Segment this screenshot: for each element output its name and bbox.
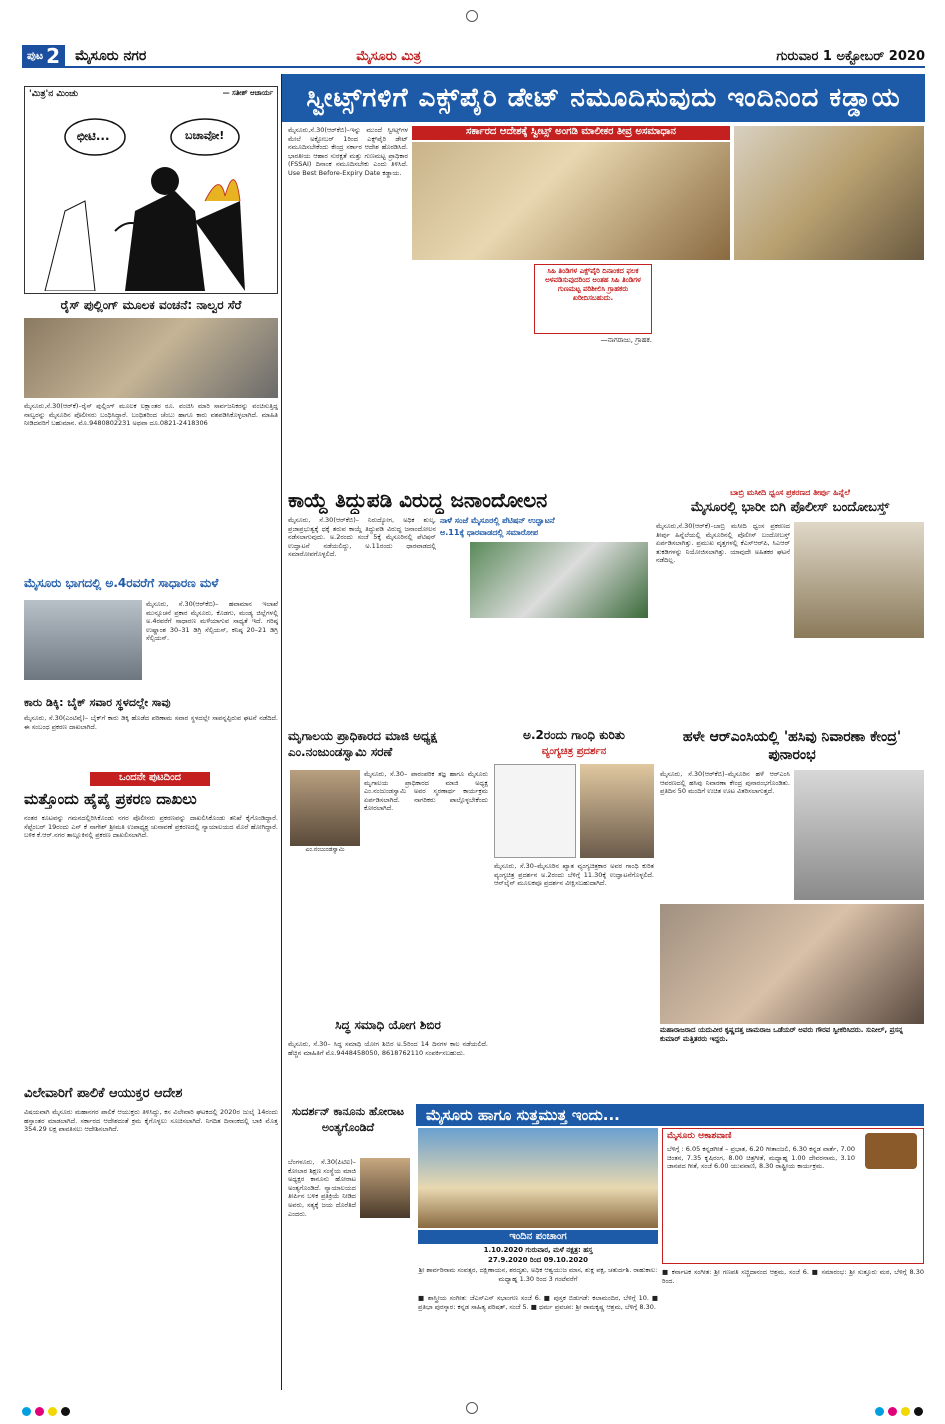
cartoon-artist: — ಸತೀಶ್ ಆಚಾರ್ಯ xyxy=(222,89,273,97)
sudarshan-photo xyxy=(360,1158,410,1218)
cartoon-drawing xyxy=(25,101,277,291)
cartoon-bubble-right: ಬಚಾವೋ! xyxy=(185,129,225,142)
page-number: 2 xyxy=(46,44,61,68)
masthead xyxy=(22,46,925,68)
around-headline: ಮೈಸೂರು ಹಾಗೂ ಸುತ್ತಮುತ್ತ ಇಂದು... xyxy=(416,1104,924,1126)
lead-quote-by: —ನಾಗರಾಜು, ಗ್ರಾಹಕ. xyxy=(600,336,652,344)
stir-photo xyxy=(470,542,648,618)
car-headline: ಕಾರು ಡಿಕ್ಕಿ: ಬೈಕ್ ಸವಾರ ಸ್ಥಳದಲ್ಲೇ ಸಾವು xyxy=(24,696,171,709)
cartoon-title: 'ಮಿತ್ರ'ನ ಮಿಂಚು xyxy=(29,89,79,99)
hunger-headline: ಹಳೇ ಆರ್‌ಎಂಸಿಯಲ್ಲಿ 'ಹಸಿವು ನಿವಾರಣಾ ಕೇಂದ್ರ' ಪುನಾರಂಭ xyxy=(682,729,902,763)
palace-photo xyxy=(418,1128,658,1228)
continued-headline-2: ವಿಲೇವಾರಿಗೆ ಪಾಲಿಕೆ ಆಯುಕ್ತರ ಆದೇಶ xyxy=(24,1086,183,1101)
lead-quote: ಸಿಹಿ ತಿಂಡಿಗಳ ಎಕ್ಸ್‌ಪೈರಿ ದಿನಾಂಕದ ಫಲಕ ಅಳವಡಿಸುವುದರಿಂದ ಅಂತಹ ಸಿಹಿ ತಿಂಡಿಗಳ ಗುಣಮಟ್ಟ ಪರಿಶೀಲಿಸಿ ಗ್ರಾಹಕರು ಖರೀದಿಸಬಹುದು. xyxy=(534,264,652,334)
radio-box xyxy=(662,1128,924,1264)
panchang-body: ಶ್ರೀ ಶಾರ್ವರಿನಾಮ ಸಂವತ್ಸರ, ದಕ್ಷಿಣಾಯನ, ಶರದೃತು, ಅಧಿಕ ಆಶ್ವಯುಜ ಮಾಸ, ಶುಕ್ಲ ಪಕ್ಷ, ಚತುರ್ದಶಿ. ರಾಹುಕಾಲ: ಮಧ್ಯಾಹ್ನ 1.30 ರಿಂದ 3 ಗಂಟೆವರೆಗೆ xyxy=(418,1266,658,1283)
gandhi-body: ಮೈಸೂರು, ಸೆ.30–ಮೈಸೂರಿನ ಖ್ಯಾತ ವ್ಯಂಗ್ಯಚಿತ್ರಕಾರ ಅವರ ಗಾಂಧಿ ಕುರಿತ ವ್ಯಂಗ್ಯಚಿತ್ರ ಪ್ರದರ್ಶನ ಅ.2ರಂದು ಬೆಳಿಗ್ಗೆ 11.30ಕ್ಕೆ ಉದ್ಘಾಟನೆಗೊಳ್ಳಲಿದೆ. ಆನ್‌ಲೈನ್ ಮೂಲಕವೂ ಪ್ರದರ್ಶನ ವೀಕ್ಷಿಸಬಹುದಾಗಿದೆ. xyxy=(494,862,654,888)
paper-name: ಮೈಸೂರು ಮಿತ್ರ xyxy=(356,48,422,64)
police-kicker: ಬಾಬ್ರಿ ಮಸೀದಿ ಧ್ವಂಸ ಪ್ರಕರಣದ ತೀರ್ಪು ಹಿನ್ನೆಲೆ xyxy=(730,488,850,497)
gandhi-sketch xyxy=(494,764,576,858)
race-photo xyxy=(24,318,278,398)
sweets-shop-photo-1 xyxy=(412,142,730,260)
radio-body: ಬೆಳಿಗ್ಗೆ : 6.05 ಕನ್ನಡಗೀತೆ – ಪ್ರಭಾತ, 6.20 ಗೀತಾಂಜಲಿ, 6.30 ಕನ್ನಡ ವಾರ್ತೆ, 7.00 ಚಿಂತನ, 7.35 ಕೃಷಿರಂಗ, 8.00 ಚಿತ್ರಗೀತೆ, ಮಧ್ಯಾಹ್ನ 1.00 ದೇವರನಾಮ, 3.10 ಜಾನಪದ ಗೀತೆ, ಸಂಜೆ 6.00 ಯುವವಾಣಿ, 8.30 ರಾಷ್ಟ್ರೀಯ ಕಾರ್ಯಕ್ರಮ. xyxy=(667,1145,855,1171)
rain-photo xyxy=(24,600,142,680)
hunger-caption: ಮಹಾರಾಜರಾದ ಯದುವೀರ ಕೃಷ್ಣದತ್ತ ಚಾಮರಾಜ ಒಡೆಯರ್ ಅವರು ಗೌರವ ಸ್ವೀಕರಿಸಿದರು. ಸುನೀಲ್, ಪ್ರಸನ್ನ ಕುಮಾರ್ ಮತ್ತಿತರರು ಇದ್ದರು. xyxy=(660,1026,903,1043)
registration-mark-bottom xyxy=(466,1402,478,1414)
registration-mark-top xyxy=(466,10,478,22)
museum-caption: ಎಂ.ನಂಜುಂಡಸ್ವಾಮಿ xyxy=(305,846,345,853)
stir-body: ಮೈಸೂರು, ಸೆ.30(ಆರ್‌ಕೆಬಿ)– ನಿರುದ್ಯೋಗ, ಅಧಿಕ ಶುಲ್ಕ, ಪ್ರಜಾಪ್ರಭುತ್ವಕ್ಕೆ ಧಕ್ಕೆ ತರುವ ಕಾಯ್ದೆ ತಿದ್ದುಪಡಿ ವಿರುದ್ಧ ಜನಾಂದೋಲನ ನಡೆಸಲಾಗುವುದು. ಅ.2ರಂದು ಸಂಜೆ 5ಕ್ಕೆ ಮೈಸೂರಿನಲ್ಲಿ ಪೆಟಿಷನ್ ಉದ್ಘಾಟನೆ ನಡೆಯಲಿದ್ದು, ಅ.11ರಂದು ಧಾರವಾಡದಲ್ಲಿ ಸಮಾರೋಪಗೊಳ್ಳಲಿದೆ. xyxy=(288,516,436,559)
yoga-headline: ಸಿದ್ಧ ಸಮಾಧಿ ಯೋಗ ಶಿಬಿರ xyxy=(335,1018,441,1032)
stir-headline: ಕಾಯ್ದೆ ತಿದ್ದುಪಡಿ ವಿರುದ್ಧ ಜನಾಂದೋಲನ xyxy=(288,488,548,512)
rain-headline: ಮೈಸೂರು ಭಾಗದಲ್ಲಿ ಅ.4ರವರೆಗೆ ಸಾಧಾರಣ ಮಳೆ xyxy=(24,576,219,590)
right-events: ■ ಕರ್ನಾಟಕ ಸಂಗೀತ: ಶ್ರೀ ಗಣಪತಿ ಸಚ್ಚಿದಾನಂದ ಆಶ್ರಮ, ಸಂಜೆ 6. ■ ಸಮಾರಂಭ: ಶ್ರೀ ಸುತ್ತೂರು ಮಠ, ಬೆಳಿಗ್ಗೆ 8.30 ರಿಂದ. xyxy=(662,1268,924,1285)
hunger-body: ಮೈಸೂರು, ಸೆ.30(ಆರ್‌ಕೆಬಿ)–ಮೈಸೂರಿನ ಹಳೆ ಆರ್‌ಎಂಸಿ ಆವರಣದಲ್ಲಿ ಹಸಿವು ನಿವಾರಣಾ ಕೇಂದ್ರ ಪುನಾರಂಭಗೊಂಡಿತು. ಪ್ರತಿದಿನ 50 ಮಂದಿಗೆ ಉಚಿತ ಊಟ ವಿತರಿಸಲಾಗುತ್ತದೆ. xyxy=(660,770,790,796)
gandhi-sub: ವ್ಯಂಗ್ಯಚಿತ್ರ ಪ್ರದರ್ಶನ xyxy=(541,746,607,757)
museum-photo xyxy=(290,770,360,846)
panchang-date: 1.10.2020 ಗುರುವಾರ, ಮಳೆ ನಕ್ಷತ್ರ: ಹಸ್ತ xyxy=(483,1246,593,1254)
felicitation-photo xyxy=(660,904,924,1024)
continued-body-2: ವಿಷಯವಾಗಿ ಮೈಸೂರು ಮಹಾನಗರ ಪಾಲಿಕೆ ಆಯುಕ್ತರು ತಿಳಿಸಿದ್ದು, ಕಸ ವಿಲೇವಾರಿ ಘಟಕದಲ್ಲಿ 2020ರ ಜುಲೈ 14ರಂದು ಹಸ್ತಾಂತರ ಮಾಡಲಾಗಿದೆ. ಸರ್ಕಾರದ ಆದೇಶದಂತೆ ಕ್ರಮ ಕೈಗೊಳ್ಳಲು ಸೂಚಿಸಲಾಗಿದೆ. ನಿಗದಿತ ದಿನಾಂಕದಲ್ಲಿ ಬಾಕಿ ಮೊತ್ತ 354.29 ಲಕ್ಷ ಪಾವತಿಸಲು ಆದೇಶಿಸಲಾಗಿದೆ. xyxy=(24,1108,278,1134)
cartoon-bubble-left: ಛೀಟಿ... xyxy=(77,129,110,143)
continued-tag: ಒಂದನೇ ಪುಟದಿಂದ xyxy=(90,772,210,786)
page-number-box xyxy=(22,45,65,67)
around-events: ■ ಶಾಸ್ತ್ರೀಯ ಸಂಗೀತ: ಜೆಎಸ್‌ಎಸ್ ಸಭಾಂಗಣ ಸಂಜೆ 6. ■ ಪುಸ್ತಕ ಬಿಡುಗಡೆ: ಕಲಾಮಂದಿರ, ಬೆಳಿಗ್ಗೆ 10. ■ ಪ್ರತಿಭಾ ಪುರಸ್ಕಾರ: ಕನ್ನಡ ಸಾಹಿತ್ಯ ಪರಿಷತ್, ಸಂಜೆ 5. ■ ಧರ್ಮ ಪ್ರವಚನ: ಶ್ರೀ ರಾಮಕೃಷ್ಣ ಆಶ್ರಮ, ಬೆಳಿಗ್ಗೆ 8.30. xyxy=(418,1294,658,1311)
museum-headline: ಮೃಗಾಲಯ ಪ್ರಾಧಿಕಾರದ ಮಾಜಿ ಅಧ್ಯಕ್ಷ ಎಂ.ನಂಜುಂಡಸ್ವಾಮಿ ಸರಣೆ xyxy=(288,729,437,759)
gandhi-artist-photo xyxy=(580,764,654,858)
stir-sub-1: ನಾಳೆ ಸಂಜೆ ಮೈಸೂರಲ್ಲಿ ಪೆಟಿಷನ್ ಉದ್ಘಾಟನೆ xyxy=(440,516,555,525)
continued-body-1: ನಂತರ ಕೂಟವನ್ನು ಗಮನದಲ್ಲಿರಿಸಿಕೊಂಡು ನಗರ ಪೊಲೀಸರು ಪ್ರಕರಣವನ್ನು ದಾಖಲಿಸಿಕೊಂಡು ತನಿಖೆ ಕೈಗೊಂಡಿದ್ದಾರೆ. ಸೆಪ್ಟೆಂಬರ್ 19ರಂದು ಎನ್ ಕೆ ನಾಗೇಶ್ ಶ್ರೀಮತಿ ಉಪಾಧ್ಯಕ್ಷ ಚುನಾವಣೆ ಪ್ರಕರಣದಲ್ಲಿ ನ್ಯಾಯಾಲಯದ ಮೊರೆ ಹೋಗಿದ್ದಾರೆ. ಬಳಿಕ ಕೆ.ಆರ್.ನಗರ ತಾಲ್ಲೂಕಿನಲ್ಲಿ ಪ್ರಕರಣ ದಾಖಲಿಸಲಾಗಿದೆ. xyxy=(24,814,278,840)
yoga-body: ಮೈಸೂರು, ಸೆ.30– ಸಿದ್ಧ ಸಮಾಧಿ ಯೋಗ ಶಿಬಿರ ಅ.5ರಿಂದ 14 ದಿನಗಳ ಕಾಲ ನಡೆಯಲಿದೆ. ಹೆಚ್ಚಿನ ಮಾಹಿತಿಗೆ ಮೊ.9448458050, 8618762110 ಸಂಪರ್ಕಿಸಬಹುದು. xyxy=(288,1040,488,1057)
car-body: ಮೈಸೂರು, ಸೆ.30(ಎಂಟಿವೈ)– ಬೈಕ್‌ಗೆ ಕಾರು ಡಿಕ್ಕಿ ಹೊಡೆದ ಪರಿಣಾಮ ಸವಾರ ಸ್ಥಳದಲ್ಲೇ ಸಾವನ್ನಪ್ಪಿರುವ ಘಟನೆ ನಡೆದಿದೆ. ಈ ಸಂಬಂಧ ಪ್ರಕರಣ ದಾಖಲಾಗಿದೆ. xyxy=(24,714,278,731)
issue-date: ಗುರುವಾರ 1 ಅಕ್ಟೋಬರ್ 2020 xyxy=(776,48,925,64)
lead-headline: ಸ್ವೀಟ್ಸ್‌ಗಳಿಗೆ ಎಕ್ಸ್‌ಪೈರಿ ಡೇಟ್ ನಮೂದಿಸುವುದು ಇಂದಿನಿಂದ ಕಡ್ಡಾಯ xyxy=(282,74,925,122)
radio-title: ಮೈಸೂರು ಆಕಾಶವಾಣಿ xyxy=(667,1131,732,1141)
gandhi-headline: ಅ.2ರಂದು ಗಾಂಧಿ ಕುರಿತು xyxy=(523,728,625,742)
page-label: ಪುಟ xyxy=(27,49,44,62)
lead-body: ಮೈಸೂರು,ಸೆ.30(ಆರ್‌ಕೆಬಿ)–ಇನ್ನು ಮುಂದೆ ಸ್ವೀಟ್ಸ್‌ಗಳ ಮೇಲೆ ಅಕ್ಟೋಬರ್ 1ರಿಂದ ಎಕ್ಸ್‌ಪೈರಿ ಡೇಟ್ ನಮೂದಿಸಬೇಕೆಂದು ಕೇಂದ್ರ ಸರ್ಕಾರ ಆದೇಶ ಹೊರಡಿಸಿದೆ. ಭಾರತೀಯ ಆಹಾರ ಸುರಕ್ಷತೆ ಮತ್ತು ಗುಣಮಟ್ಟ ಪ್ರಾಧಿಕಾರ (FSSAI) ದಿನಾಂಕ ನಮೂದಿಸಬೇಕು ಎಂದು ತಿಳಿಸಿದೆ. Use Best Before-Expiry Date ಕಡ್ಡಾಯ. xyxy=(288,126,408,177)
race-body: ಮೈಸೂರು,ಸೆ.30(ಆರ್‌ಕೆ)–ರೈಸ್ ಪುಲ್ಲಿಂಗ್ ಮೂಲಕ ಲಕ್ಷಾಂತರ ರೂ. ವಂಚಿಸಿ ಮಾರಿ ಸಾರ್ವಜನಿಕರನ್ನು ವಂಚಿಸುತ್ತಿದ್ದ ನಾಲ್ವರನ್ನು ಮೈಸೂರಿನ ಪೊಲೀಸರು ಬಂಧಿಸಿದ್ದಾರೆ. ಬಂಧಿತರಿಂದ ಚೆಂಬು ಹಾಗೂ ಕಾರು ವಶಪಡಿಸಿಕೊಳ್ಳಲಾಗಿದೆ. ಮಾಹಿತಿ ನೀಡಿದವರಿಗೆ ಬಹುಮಾನ. ಮೊ.9480802231 ಅಥವಾ ದೂ.0821-2418306 xyxy=(24,402,278,428)
police-photo xyxy=(794,522,924,638)
police-headline: ಮೈಸೂರಲ್ಲಿ ಭಾರೀ ಬಿಗಿ ಪೊಲೀಸ್ ಬಂದೋಬಸ್ತ್ xyxy=(690,500,890,515)
panchang-title: ಇಂದಿನ ಪಂಚಾಂಗ xyxy=(418,1230,658,1244)
color-bar-right xyxy=(875,1407,923,1416)
panchang-range: 27.9.2020 ರಿಂದ 09.10.2020 xyxy=(488,1256,588,1264)
race-headline: ರೈಸ್ ಪುಲ್ಲಿಂಗ್ ಮೂಲಕ ವಂಚನೆ: ನಾಲ್ವರ ಸೆರೆ xyxy=(60,298,242,312)
radio-icon xyxy=(865,1133,917,1169)
section-title: ಮೈಸೂರು ನಗರ xyxy=(75,48,147,64)
sudarshan-headline: ಸುದರ್ಶನ್ ಕಾನೂನು ಹೋರಾಟ ಅಂತ್ಯಗೊಂಡಿದೆ xyxy=(291,1105,405,1134)
stir-sub-2: ಅ.11ಕ್ಕೆ ಧಾರವಾಡದಲ್ಲಿ ಸಮಾರೋಪ xyxy=(440,528,538,537)
hunger-photo xyxy=(794,770,924,900)
police-body: ಮೈಸೂರು,ಸೆ.30(ಆರ್‌ಕೆ)–ಬಾಬ್ರಿ ಮಸೀದಿ ಧ್ವಂಸ ಪ್ರಕರಣದ ತೀರ್ಪು ಹಿನ್ನೆಲೆಯಲ್ಲಿ ಮೈಸೂರಿನಲ್ಲಿ ಪೊಲೀಸ್ ಬಂದೋಬಸ್ತ್ ಏರ್ಪಡಿಸಲಾಗಿತ್ತು. ಪ್ರಮುಖ ವೃತ್ತಗಳಲ್ಲಿ ಕೆಎಸ್‌ಆರ್‌ಪಿ, ಸಿಎಆರ್ ತುಕಡಿಗಳನ್ನು ನಿಯೋಜಿಸಲಾಗಿತ್ತು. ಯಾವುದೇ ಅಹಿತಕರ ಘಟನೆ ನಡೆದಿಲ್ಲ. xyxy=(656,522,790,565)
rain-body: ಮೈಸೂರು, ಸೆ.30(ಆರ್‌ಕೆಬಿ)– ಹವಾಮಾನ ಇಲಾಖೆ ಮುನ್ಸೂಚನೆ ಪ್ರಕಾರ ಮೈಸೂರು, ಕೊಡಗು, ಮಂಡ್ಯ ಜಿಲ್ಲೆಗಳಲ್ಲಿ ಅ.4ರವರೆಗೆ ಸಾಧಾರಣ ಮಳೆಯಾಗುವ ಸಾಧ್ಯತೆ ಇದೆ. ಗರಿಷ್ಠ ಉಷ್ಣಾಂಶ 30–31 ಡಿಗ್ರಿ ಸೆಲ್ಸಿಯಸ್, ಕನಿಷ್ಠ 20–21 ಡಿಗ್ರಿ ಸೆಲ್ಸಿಯಸ್. xyxy=(146,600,278,643)
continued-headline-1: ಮತ್ತೊಂದು ಹೈಪೈ ಪ್ರಕರಣ ದಾಖಲು xyxy=(24,790,197,808)
sudarshan-body: ಬೆಂಗಳೂರು, ಸೆ.30(ಪಿಟಿಐ)– ಕೋಲಾರ ಶಿಕ್ಷಣ ಸಂಸ್ಥೆಯ ಮಾಜಿ ಅಧ್ಯಕ್ಷರ ಕಾನೂನು ಹೋರಾಟ ಅಂತ್ಯಗೊಂಡಿದೆ. ನ್ಯಾಯಾಲಯದ ತೀರ್ಪಿನ ಬಳಿಕ ಪ್ರತಿಕ್ರಿಯೆ ನೀಡಿದ ಅವರು, ಸತ್ಯಕ್ಕೆ ಜಯ ದೊರೆತಿದೆ ಎಂದರು. xyxy=(288,1158,356,1218)
color-bar-left xyxy=(22,1407,70,1416)
sweets-shop-photo-2 xyxy=(734,126,924,260)
cartoon-box xyxy=(24,86,278,294)
lead-subhead: ಸರ್ಕಾರದ ಆದೇಶಕ್ಕೆ ಸ್ವೀಟ್ಸ್ ಅಂಗಡಿ ಮಾಲೀಕರ ತೀವ್ರ ಅಸಮಾಧಾನ xyxy=(412,126,730,140)
museum-body: ಮೈಸೂರು, ಸೆ.30– ಪಾರಂಪರಿಕ ತಜ್ಞ ಹಾಗೂ ಮೈಸೂರು ಮೃಗಾಲಯ ಪ್ರಾಧಿಕಾರದ ಮಾಜಿ ಅಧ್ಯಕ್ಷ ಎಂ.ನಂಜುಂಡಸ್ವಾಮಿ ಅವರ ಸ್ಮರಣಾರ್ಥ ಕಾರ್ಯಕ್ರಮ ಏರ್ಪಡಿಸಲಾಗಿದೆ. ನಾಗರಿಕರು ಪಾಲ್ಗೊಳ್ಳಬೇಕೆಂದು ಕೋರಲಾಗಿದೆ. xyxy=(364,770,488,813)
column-rule xyxy=(281,74,282,1390)
